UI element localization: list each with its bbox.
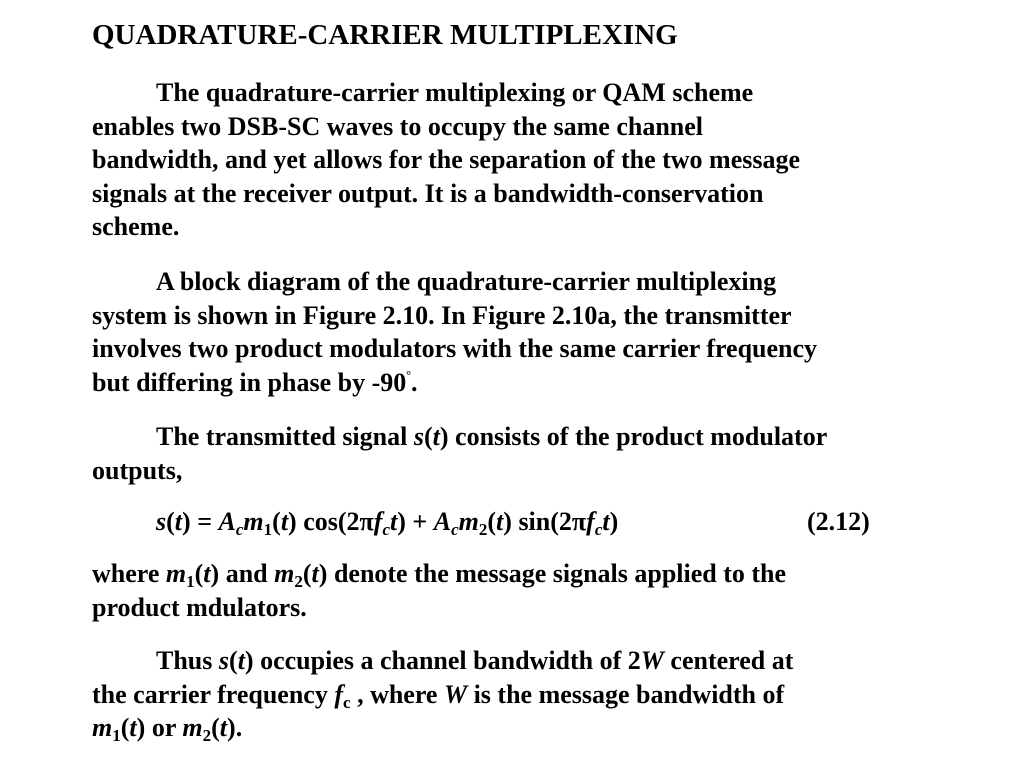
equation-number: (2.12) [807,507,870,536]
text-segment: Thus [156,646,219,675]
math-sub-2: 2 [202,726,212,745]
math-s: s [218,646,230,675]
math-s: s [156,507,167,536]
math-c: c [594,520,603,539]
math-pi: π [359,507,374,536]
text-line: enables two DSB-SC waves to occupy the same channel [92,111,703,141]
math-m: m [92,713,113,742]
text-line: scheme. [92,212,180,241]
math-f: f [373,507,383,536]
text-line: A block diagram of the quadrature-carrier multiplexing [156,267,777,296]
text-line: The transmitted signal s(t) consists of the product modulator [156,422,828,451]
text-segment: is the message bandwidth of [467,679,785,709]
text-segment: occupies a channel bandwidth of 2 [253,646,641,675]
text-line: The quadrature-carrier multiplexing or QAM scheme [156,78,754,107]
math-m: m [458,507,479,536]
text-line: signals at the receiver output. It is a bandwidth-conservation [92,178,764,208]
math-pi: π [571,507,587,536]
math-m: m [182,713,203,742]
math-A: A [433,507,452,536]
math-t: t [432,422,440,451]
text-segment: centered at [663,646,794,675]
text-line: bandwidth, and yet allows for the separation of the two message [92,145,801,174]
text-line [92,678,972,712]
text-segment: or [145,713,183,742]
text-segment: . [411,367,418,397]
math-t: t [219,713,228,742]
math-m: m [165,559,187,588]
text-segment: and [219,559,275,588]
text-segment: The transmitted signal [156,422,414,451]
paragraph-block-diagram [92,265,972,399]
math-sub-2: 2 [478,520,488,539]
text-line: system is shown in Figure 2.10. In Figure 2.10a, the transmitter [92,300,792,330]
paragraph-qam-intro [92,76,972,244]
text-segment: consists of the product modulator [448,422,828,451]
math-t: t [129,713,137,742]
math-t: t [496,507,504,536]
text-segment: but differing in phase by -90 [92,367,407,397]
math-t: t [390,507,398,536]
math-sub-2: 2 [294,572,303,591]
math-sub-1: 1 [186,572,195,591]
paragraph-message-signals [92,557,972,624]
degree-symbol: ° [406,367,412,382]
math-c: c [235,520,244,539]
text-line: involves two product modulators with the same carrier frequency [92,334,818,363]
text-segment: where [92,559,166,588]
math-t: t [311,559,319,588]
text-segment: . [235,713,243,742]
text-line: where $m_1(t)$ and $m_2(t)$ denote the message signals applied to the [92,559,787,591]
math-W: W [443,679,468,709]
math-t: t [237,646,245,675]
text-segment: , where [350,679,444,709]
math-t: t [280,507,289,536]
paragraph-bandwidth [92,644,972,745]
math-sub-c: c [343,692,351,712]
math-s: s [413,422,424,451]
text-line: $m_1(t)$ or $m_2(t)$. [92,713,243,745]
math-m: m [274,559,295,588]
math-t: t [174,507,183,536]
math-t: t [203,559,211,588]
math-A: A [218,507,236,536]
math-c: c [451,520,459,539]
math-f: f [334,679,344,709]
math-cos: cos(2 [303,507,360,536]
math-sin: sin(2 [518,507,572,536]
math-sub-1: 1 [112,726,121,745]
math-c: c [382,520,391,539]
text-segment: the carrier frequency [92,679,335,709]
text-line [92,366,972,400]
text-line: product mdulators. [92,592,307,622]
equation-2-12: $s(t) = A_cm_1(t) \cos(2\pi f_ct) + A_cm_2(t)$ $\sin(2\pi f_ct)$ [156,507,619,539]
math-sub-1: 1 [263,520,273,539]
math-t: t [602,507,610,536]
text-line: outputs, [92,455,183,485]
math-m: m [243,507,264,536]
paragraph-transmitted-signal [92,420,972,487]
slide-title: QUADRATURE-CARRIER MULTIPLEXING [92,19,678,51]
math-W: W [640,646,664,675]
text-segment: denote the message signals applied to the [327,559,787,588]
math-f: f [586,507,595,536]
text-line: Thus s(t) occupies a channel bandwidth of 2W centered at [156,646,794,675]
